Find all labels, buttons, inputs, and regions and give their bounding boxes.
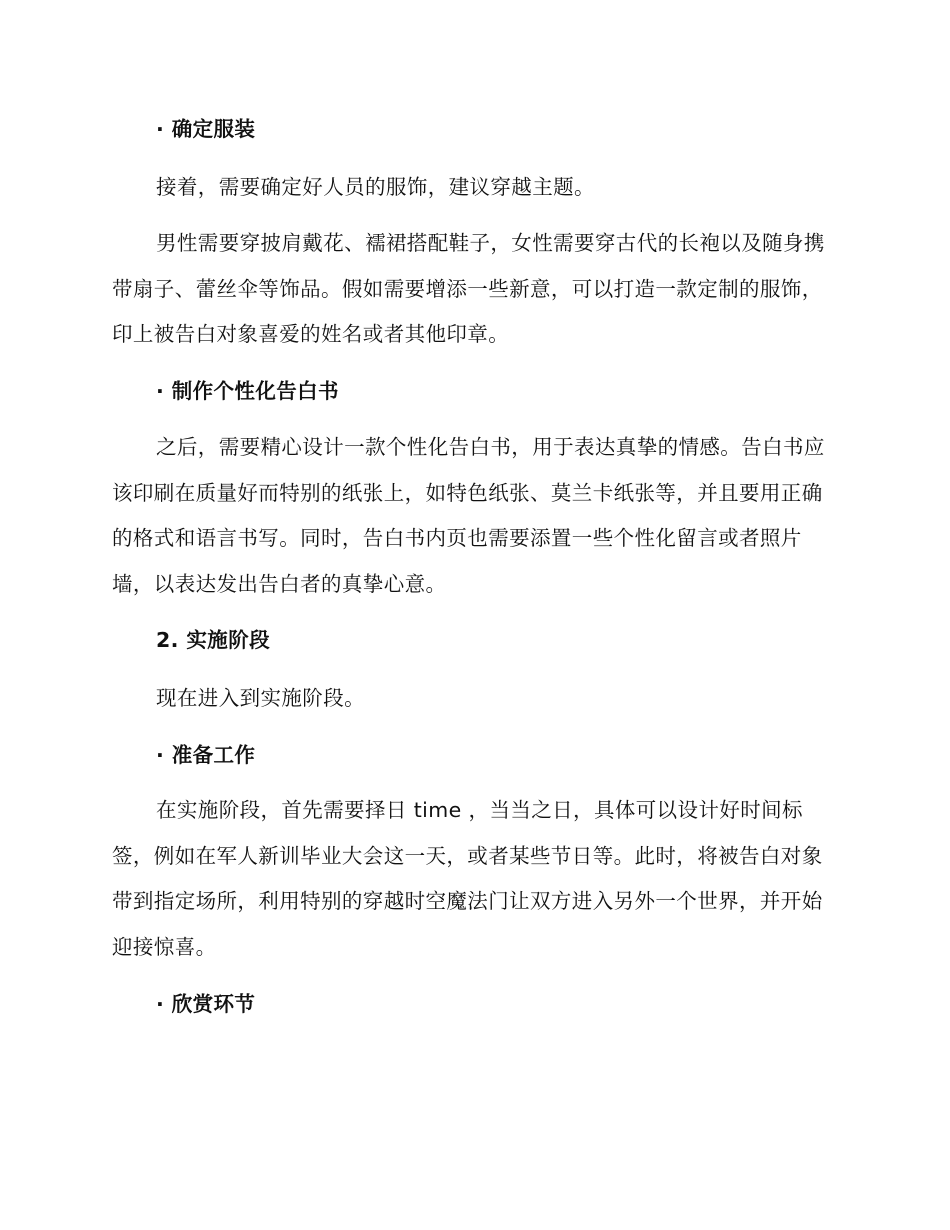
section-heading-clothing: · 确定服装 [156,117,256,141]
paragraph-love-letter: 之后，需要精心设计一款个性化告白书，用于表达真挚的情感。告白书应该印刷在质量好而特别的纸张上，如特色纸张、莫兰卡纸张等，并且要用正确的格式和语言书写。同时，告白书内页也需要添置一些个性化留言或者照片墙，以表达发出告白者的真挚心意。 [112,435,825,596]
paragraph-implementation-intro: 现在进入到实施阶段。 [156,686,365,710]
paragraph-clothing-details: 男性需要穿披肩戴花、襦裙搭配鞋子，女性需要穿古代的长袍以及随身携带扇子、蕾丝伞等饰品。假如需要增添一些新意，可以打造一款定制的服饰，印上被告白对象喜爱的姓名或者其他印章。 [112,231,825,346]
section-heading-implementation: 2. 实施阶段 [156,628,270,652]
paragraph-preparation: 在实施阶段，首先需要择日 time ，当当之日，具体可以设计好时间标签，例如在军人新训毕业大会这一天，或者某些节日等。此时，将被告白对象带到指定场所，利用特别的穿越时空魔法门让双方进入另外一个世界，并开始迎接惊喜。 [112,798,823,959]
section-heading-appreciation: · 欣赏环节 [156,992,256,1016]
section-heading-preparation: · 准备工作 [156,743,256,767]
paragraph-clothing-intro: 接着，需要确定好人员的服饰，建议穿越主题。 [156,175,595,199]
section-heading-love-letter: · 制作个性化告白书 [156,379,339,403]
